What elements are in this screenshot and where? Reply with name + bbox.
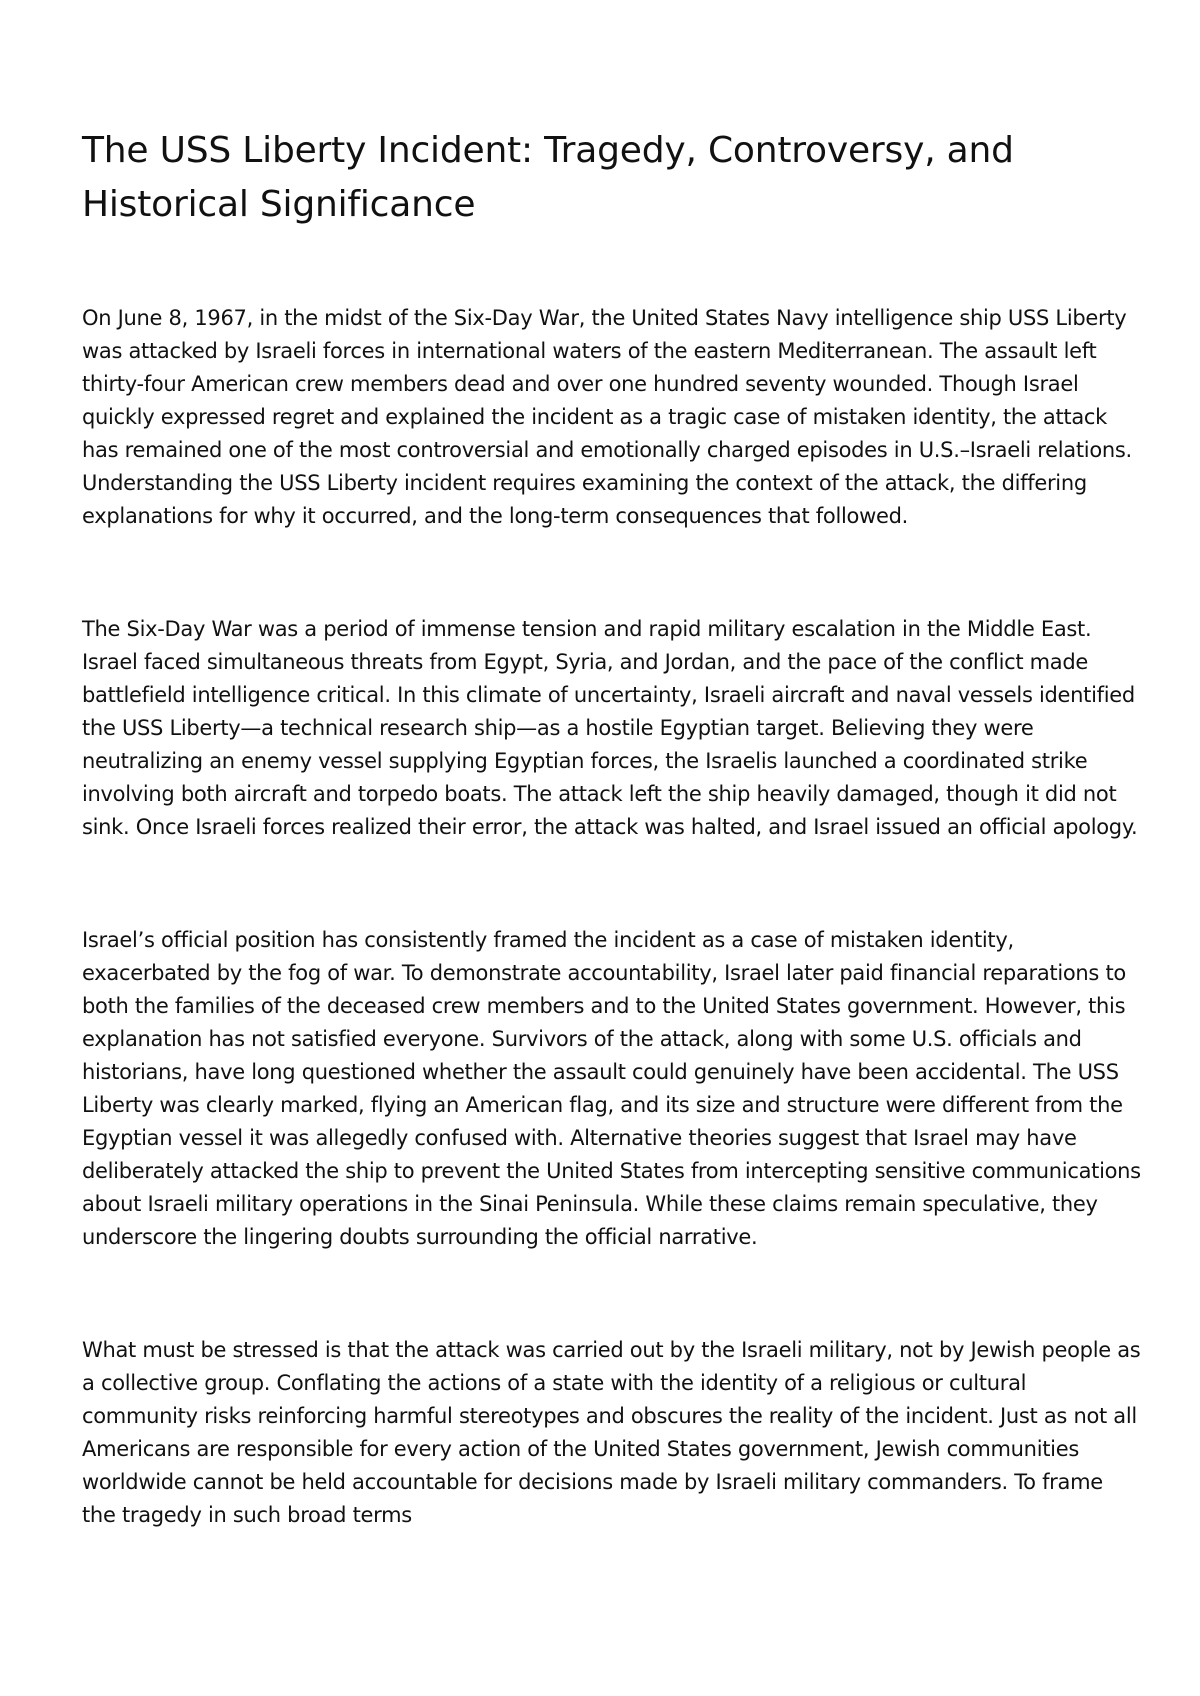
paragraph-context: The Six-Day War was a period of immense tension and rapid military escalation in the Middle East. Israel faced simultaneous threats from Egypt, Syria, and Jordan, and the pace of the conflict made battlefield intelligence critical. In this climate of uncertainty, Israeli aircraft and naval vessels identified the USS Liberty—a technical research ship—as a hostile Egyptian target. Believing they were neutralizing an enemy vessel supplying Egyptian forces, the Israelis launched a coordinated strike involving both aircraft and torpedo boats. The attack left the ship heavily damaged, though it did not sink. Once Israeli forces realized their error, the attack was halted, and Israel issued an official apology.: [82, 617, 1138, 839]
paragraph-distinction: What must be stressed is that the attack was carried out by the Israeli military, not by Jewish people as a collective group. Conflating the actions of a state with the identity of a religious or cultural community risks reinforcing harmful stereotypes and obscures the reality of the incident. Just as not all Americans are responsible for every action of the United States government, Jewish communities worldwide cannot be held accountable for decisions made by Israeli military commanders. To frame the tragedy in such broad terms: [82, 1338, 1141, 1527]
document-page: [82, 124, 1142, 1532]
paragraph-controversy: Israel’s official position has consistently framed the incident as a case of mistaken identity, exacerbated by the fog of war. To demonstrate accountability, Israel later paid financial reparations to both the families of the deceased crew members and to the United States government. However, this explanation has not satisfied everyone. Survivors of the attack, along with some U.S. officials and historians, have long questioned whether the assault could genuinely have been accidental. The USS Liberty was clearly marked, flying an American flag, and its size and structure were different from the Egyptian vessel it was allegedly confused with. Alternative theories suggest that Israel may have deliberately attacked the ship to prevent the United States from intercepting sensitive communications about Israeli military operations in the Sinai Peninsula. While these claims remain speculative, they underscore the lingering doubts surrounding the official narrative.: [82, 928, 1141, 1249]
document-title: The USS Liberty Incident: Tragedy, Controversy, and Historical Significance: [82, 130, 1014, 225]
paragraph-introduction: On June 8, 1967, in the midst of the Six-Day War, the United States Navy intelligence ship USS Liberty was attacked by Israeli forces in international waters of the eastern Mediterranean. The assault left thirty-four American crew members dead and over one hundred seventy wounded. Though Israel quickly expressed regret and explained the incident as a tragic case of mistaken identity, the attack has remained one of the most controversial and emotionally charged episodes in U.S.–Israeli relations. Understanding the USS Liberty incident requires examining the context of the attack, the differing explanations for why it occurred, and the long-term consequences that followed.: [82, 306, 1132, 528]
